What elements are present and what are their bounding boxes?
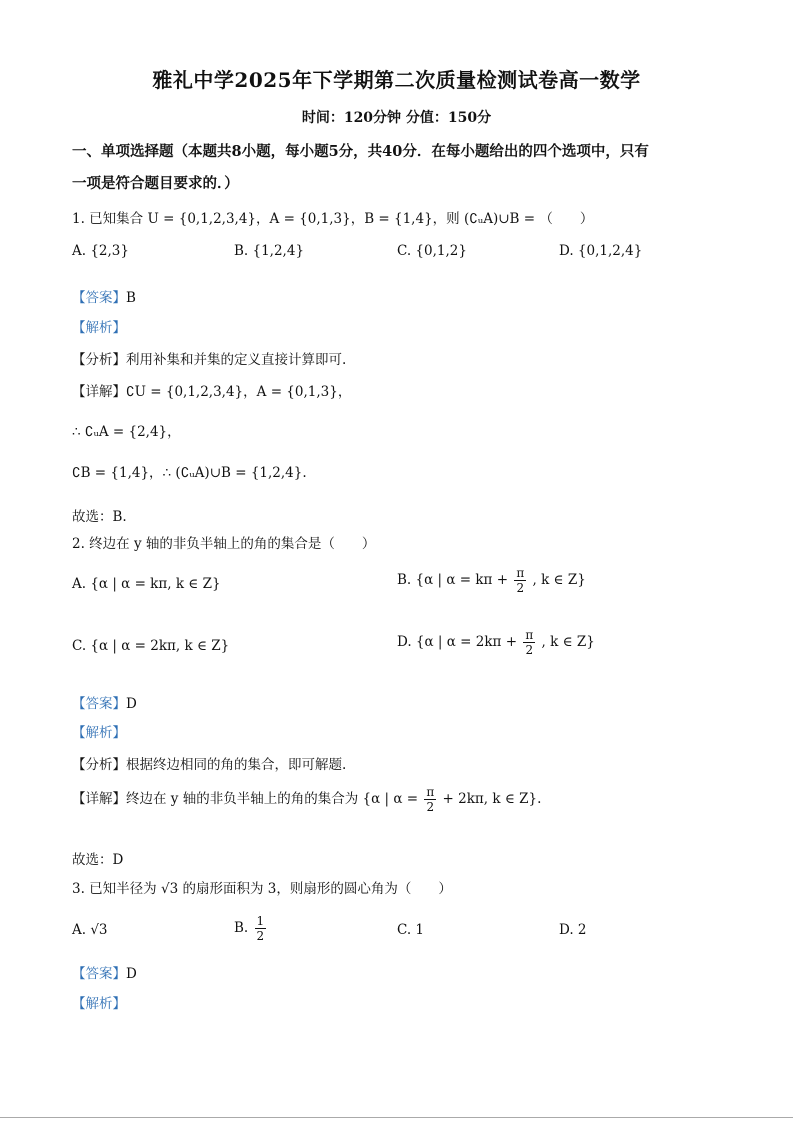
answer-value: D (126, 696, 137, 712)
q1-detail-3: ∁B = {1,4}，∴ (∁ᵤA)∪B = {1,2,4}. (72, 465, 307, 481)
q1-detail-2: ∴ ∁ᵤA = {2,4}， (72, 424, 181, 440)
fraction (255, 914, 267, 943)
q2-stem: 2. 终边在 y 轴的非负半轴上的角的集合是（ ） (72, 536, 376, 552)
q3-option-a: A. √3 (72, 922, 108, 938)
q3-option-c: C. 1 (397, 922, 425, 938)
fenxi-label: 【分析】 (72, 757, 126, 773)
section-heading-line2: 一项是符合题目要求的．） (72, 175, 239, 192)
q1-option-d: D. {0,1,2,4} (559, 243, 643, 259)
analysis-label: 【解析】 (72, 320, 126, 336)
q1-analysis-label (72, 316, 126, 336)
fenxi-label: 【分析】 (72, 352, 126, 368)
q3-answer (72, 962, 137, 982)
q2-detail (72, 785, 541, 814)
fraction (424, 785, 436, 814)
q2-option-b (397, 566, 586, 595)
q1-option-a: A. {2,3} (72, 243, 129, 259)
section-heading-line1: 一、单项选择题（本题共8小题，每小题5分，共40分．在每小题给出的四个选项中，只有 (72, 143, 649, 160)
fenxi-text: 根据终边相同的角的集合，即可解题. (126, 757, 347, 773)
q1-detail-1 (72, 380, 351, 400)
fraction (523, 628, 535, 657)
q1-option-c: C. {0,1,2} (397, 243, 467, 259)
q3-option-b (234, 914, 268, 943)
page-title: 雅礼中学2025年下学期第二次质量检测试卷高一数学 (152, 68, 641, 92)
q1-answer (72, 286, 136, 306)
detail-text: ∁U = {0,1,2,3,4}，A = {0,1,3}， (126, 384, 352, 400)
answer-label: 【答案】 (72, 696, 126, 712)
q1-fenxi (72, 348, 346, 368)
q2-option-d-post: , k ∈ Z} (541, 634, 595, 650)
q1-conclusion: 故选：B. (72, 509, 127, 525)
detail-pre: 终边在 y 轴的非负半轴上的角的集合为 {α | α = (126, 791, 419, 807)
fraction-numerator: π (525, 628, 534, 642)
q2-option-b-post: , k ∈ Z} (532, 572, 586, 588)
fenxi-text: 利用补集和并集的定义直接计算即可. (126, 352, 347, 368)
answer-label: 【答案】 (72, 966, 126, 982)
analysis-label: 【解析】 (72, 725, 126, 741)
q3-option-b-pre: B. (234, 920, 249, 936)
xiangjie-label: 【详解】 (72, 384, 126, 400)
fraction-denominator: 2 (426, 800, 435, 814)
q1-stem: 1. 已知集合 U = {0,1,2,3,4}，A = {0,1,3}，B = {1,4}，则 (∁ᵤA)∪B = （ ） (72, 211, 594, 227)
fraction-denominator: 2 (516, 581, 525, 595)
q2-option-c: C. {α | α = 2kπ, k ∈ Z} (72, 638, 230, 654)
fraction-numerator: π (516, 566, 525, 580)
q3-analysis-label (72, 992, 126, 1012)
answer-label: 【答案】 (72, 290, 126, 306)
fraction-denominator: 2 (525, 643, 534, 657)
q1-option-b: B. {1,2,4} (234, 243, 305, 259)
answer-value: D (126, 966, 137, 982)
q3-option-d: D. 2 (559, 922, 587, 938)
fraction-denominator: 2 (256, 929, 265, 943)
analysis-label: 【解析】 (72, 996, 126, 1012)
q2-option-a: A. {α | α = kπ, k ∈ Z} (72, 576, 221, 592)
detail-post: + 2kπ, k ∈ Z}. (442, 791, 542, 807)
fraction (514, 566, 526, 595)
fraction-numerator: π (426, 785, 435, 799)
q2-answer (72, 692, 137, 712)
q2-fenxi (72, 753, 346, 773)
page-bottom-rule (0, 1117, 793, 1118)
q2-option-b-pre: B. {α | α = kπ + (397, 572, 509, 588)
q2-analysis-label (72, 721, 126, 741)
exam-info: 时间：120分钟 分值：150分 (301, 110, 492, 126)
q3-stem: 3. 已知半径为 √3 的扇形面积为 3，则扇形的圆心角为（ ） (72, 881, 452, 897)
xiangjie-label: 【详解】 (72, 791, 126, 807)
q2-conclusion: 故选：D (72, 852, 124, 868)
q2-option-d-pre: D. {α | α = 2kπ + (397, 634, 518, 650)
answer-value: B (126, 290, 136, 306)
q2-option-d (397, 628, 595, 657)
fraction-numerator: 1 (256, 914, 265, 928)
